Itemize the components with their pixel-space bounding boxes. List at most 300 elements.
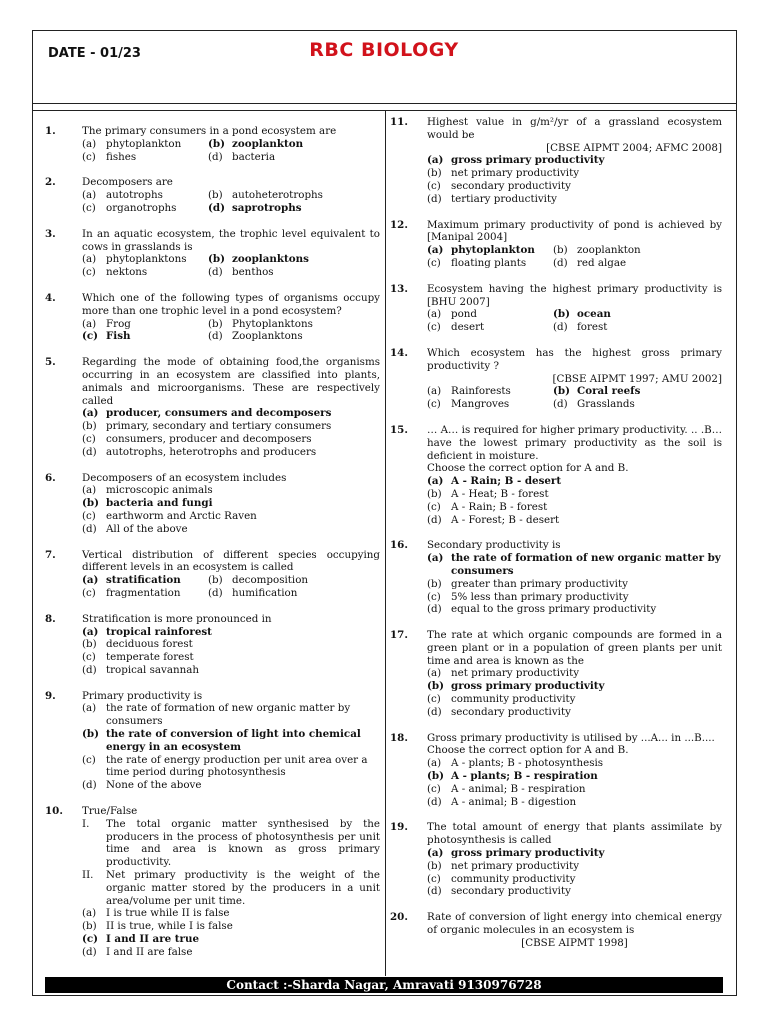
option-text: A - Rain; B - desert <box>451 475 562 488</box>
question-item <box>45 472 380 536</box>
option-label: (d) <box>427 885 442 898</box>
options-group <box>82 407 380 458</box>
answer-option <box>208 587 380 600</box>
options-group <box>427 244 722 270</box>
answer-option-correct <box>427 244 553 257</box>
question-item <box>390 283 722 334</box>
options-group <box>82 318 380 344</box>
answer-option-correct <box>427 552 722 578</box>
option-label: (a) <box>427 667 442 680</box>
question-item <box>45 292 380 343</box>
option-label: (b) <box>208 317 223 330</box>
option-label: (c) <box>82 651 96 664</box>
option-text: gross primary productivity <box>451 680 605 693</box>
option-label: (d) <box>427 513 442 526</box>
exam-source: [CBSE AIPMT 2004; AFMC 2008] <box>546 141 722 154</box>
question-item <box>45 690 380 792</box>
answer-option-correct <box>82 407 380 420</box>
option-text: A - Forest; B - desert <box>451 513 560 526</box>
option-label: (a) <box>427 308 442 321</box>
option-label: (a) <box>427 475 444 488</box>
options-group <box>427 757 722 808</box>
question-number: 8. <box>45 612 56 625</box>
option-label: (c) <box>427 500 441 513</box>
option-text: A - animal; B - respiration <box>451 782 586 795</box>
option-label: (c) <box>82 933 99 946</box>
option-label: (d) <box>427 705 442 718</box>
question-item <box>45 125 380 163</box>
option-label: (a) <box>82 253 97 266</box>
option-label: (b) <box>427 680 444 693</box>
question-number: 1. <box>45 125 56 137</box>
option-label: (b) <box>553 385 570 398</box>
option-text: equal to the gross primary productivity <box>451 603 657 616</box>
question-number: 13. <box>390 282 408 295</box>
answer-option <box>208 318 380 331</box>
option-text: autotrophs <box>106 189 163 202</box>
option-label: (a) <box>82 189 97 202</box>
answer-option <box>427 488 722 501</box>
answer-option <box>208 330 380 343</box>
answer-option <box>427 603 722 616</box>
option-label: (d) <box>82 445 97 458</box>
answer-option <box>427 706 722 719</box>
exam-source: [CBSE AIPMT 1997; AMU 2002] <box>552 372 722 385</box>
option-text: net primary productivity <box>451 667 580 680</box>
option-label: (a) <box>82 137 97 150</box>
options-group <box>427 308 722 334</box>
option-label: (a) <box>82 702 97 715</box>
option-label: (a) <box>82 907 97 920</box>
options-group <box>82 907 380 958</box>
question-number: 18. <box>390 731 408 744</box>
question-item <box>390 219 722 270</box>
option-label: (c) <box>427 398 441 411</box>
question-stem: Regarding the mode of obtaining food,the organisms occurring in an ecosystem are classified into plants, animals and microorganisms. These are respectively called <box>82 356 380 407</box>
option-text: greater than primary productivity <box>451 577 628 590</box>
answer-option-correct <box>427 154 722 167</box>
option-text: I and II are false <box>106 945 193 958</box>
answer-option-correct <box>208 253 380 266</box>
answer-option <box>427 783 722 796</box>
option-label: (a) <box>427 244 444 257</box>
question-item <box>45 176 380 214</box>
answer-option <box>427 514 722 527</box>
answer-option <box>82 266 208 279</box>
option-label: (b) <box>208 137 225 150</box>
option-label: (c) <box>427 256 441 269</box>
question-item <box>390 424 722 526</box>
option-text: II is true, while I is false <box>106 920 233 933</box>
answer-option <box>82 664 380 677</box>
option-text: tropical savannah <box>106 663 200 676</box>
answer-option <box>82 651 380 664</box>
answer-option <box>427 860 722 873</box>
option-text: secondary productivity <box>451 179 571 192</box>
option-label: (d) <box>82 522 97 535</box>
question-instruction: Choose the correct option for A and B. <box>427 462 629 475</box>
option-label: (c) <box>427 782 441 795</box>
option-label: (b) <box>427 487 442 500</box>
answer-option <box>82 189 208 202</box>
answer-option-correct <box>427 475 722 488</box>
option-text: None of the above <box>106 779 202 792</box>
answer-option-correct <box>208 202 380 215</box>
options-group <box>427 847 722 898</box>
option-label: (d) <box>82 779 97 792</box>
answer-option <box>427 873 722 886</box>
question-number: 4. <box>45 291 56 304</box>
answer-option <box>427 796 722 809</box>
option-label: (d) <box>553 256 568 269</box>
statement-text: Net primary productivity is the weight of the organic matter stored by the producers in a unit area/volume per unit time. <box>106 869 380 907</box>
option-text: pond <box>451 308 478 321</box>
options-group <box>82 138 380 164</box>
answer-option-correct <box>427 680 722 693</box>
option-text: net primary productivity <box>451 167 580 180</box>
option-label: (b) <box>82 920 97 933</box>
question-item <box>390 347 722 411</box>
answer-option <box>427 578 722 591</box>
options-group <box>427 475 722 526</box>
option-label: (b) <box>208 253 225 266</box>
question-stem: Which ecosystem has the highest gross primary productivity ? <box>427 346 722 372</box>
column-divider <box>385 110 386 976</box>
option-text: primary, secondary and tertiary consumers <box>106 420 332 433</box>
answer-option-correct <box>82 626 380 639</box>
answer-option <box>82 754 380 780</box>
option-text: ocean <box>577 308 611 321</box>
option-label: (b) <box>82 420 97 433</box>
option-text: A - Rain; B - forest <box>451 500 548 513</box>
option-label: (d) <box>208 201 225 214</box>
option-text: Rainforests <box>451 385 511 398</box>
option-text: Grasslands <box>577 398 635 411</box>
option-label: (a) <box>82 484 97 497</box>
option-label: (c) <box>82 586 96 599</box>
question-stem: In an aquatic ecosystem, the trophic level equivalent to cows in grasslands is <box>82 227 380 253</box>
option-label: (d) <box>208 266 223 279</box>
option-label: (a) <box>82 407 99 420</box>
exam-source: [CBSE AIPMT 1998] <box>521 936 628 949</box>
option-text: phytoplanktons <box>106 253 187 266</box>
options-group <box>82 189 380 215</box>
option-text: A - plants; B - photosynthesis <box>451 757 604 770</box>
answer-option <box>82 523 380 536</box>
option-text: forest <box>577 321 608 334</box>
answer-option <box>82 779 380 792</box>
answer-option <box>82 433 380 446</box>
option-text: deciduous forest <box>106 638 193 651</box>
option-label: (b) <box>82 638 97 651</box>
question-stem: Ecosystem having the highest primary productivity is [BHU 2007] <box>427 282 722 308</box>
option-text: decomposition <box>232 574 309 587</box>
option-label: (c) <box>427 590 441 603</box>
answer-option <box>82 253 208 266</box>
answer-option-correct <box>82 330 208 343</box>
option-text: phytoplankton <box>451 244 535 257</box>
answer-option <box>82 510 380 523</box>
answer-option <box>82 420 380 433</box>
question-number: 3. <box>45 227 56 240</box>
option-text: the rate of energy production per unit area over a time period during photosynthesis <box>106 753 368 779</box>
option-label: (b) <box>427 167 442 180</box>
answer-option <box>427 257 553 270</box>
option-text: I and II are true <box>106 933 200 946</box>
answer-option <box>427 591 722 604</box>
option-text: the rate of conversion of light into chemical energy in an ecosystem <box>106 728 361 753</box>
statement <box>82 818 380 869</box>
question-number: 16. <box>390 539 408 552</box>
question-item <box>390 539 722 616</box>
option-text: the rate of formation of new organic matter by consumers <box>451 552 721 577</box>
answer-option <box>427 385 553 398</box>
option-label: (a) <box>427 154 444 167</box>
option-label: (d) <box>427 795 442 808</box>
option-text: tertiary productivity <box>451 192 557 205</box>
option-label: (d) <box>553 321 568 334</box>
option-label: (b) <box>82 728 99 741</box>
answer-option <box>82 920 380 933</box>
options-group <box>427 385 722 411</box>
answer-option <box>82 202 208 215</box>
question-item <box>390 732 722 809</box>
option-label: (d) <box>553 398 568 411</box>
answer-option <box>208 574 380 587</box>
option-label: (a) <box>427 847 444 860</box>
answer-option <box>427 693 722 706</box>
answer-option <box>553 244 722 257</box>
option-label: (c) <box>427 693 441 706</box>
option-label: (c) <box>82 266 96 279</box>
question-number: 15. <box>390 423 408 436</box>
question-stem: Decomposers are <box>82 176 173 189</box>
question-stem: Vertical distribution of different species occupying different levels in an ecosystem is called <box>82 548 380 574</box>
option-label: (a) <box>82 574 99 587</box>
question-item <box>390 116 722 206</box>
question-item <box>45 356 380 458</box>
option-text: net primary productivity <box>451 859 580 872</box>
question-stem: The primary consumers in a pond ecosystem are <box>82 125 337 137</box>
option-text: bacteria and fungi <box>106 497 213 510</box>
option-text: fragmentation <box>106 586 181 599</box>
option-text: humification <box>232 586 298 599</box>
question-stem: Primary productivity is <box>82 689 203 702</box>
statement-text: The total organic matter synthesised by the producers in the process of photosynthesis per unit time and area is known as gross primary productivity. <box>106 817 380 869</box>
statement <box>82 869 380 907</box>
option-text: Mangroves <box>451 398 510 411</box>
option-text: benthos <box>232 266 274 279</box>
question-number: 20. <box>390 911 408 924</box>
option-text: A - Heat; B - forest <box>451 487 549 500</box>
option-text: Coral reefs <box>577 385 641 398</box>
option-text: autotrophs, heterotrophs and producers <box>106 445 317 458</box>
option-text: A - plants; B - respiration <box>451 770 598 783</box>
answer-option <box>553 398 722 411</box>
option-label: (b) <box>208 189 223 202</box>
page-title: RBC BIOLOGY <box>309 39 459 61</box>
answer-option <box>553 257 722 270</box>
option-label: (d) <box>208 330 223 343</box>
answer-option <box>82 138 208 151</box>
option-text: consumers, producer and decomposers <box>106 432 312 445</box>
question-item <box>45 549 380 600</box>
answer-option <box>427 501 722 514</box>
answer-option <box>82 638 380 651</box>
question-stem: Maximum primary productivity of pond is achieved by [Manipal 2004] <box>427 218 722 244</box>
question-stem: Decomposers of an ecosystem includes <box>82 471 287 484</box>
answer-option <box>208 151 380 164</box>
option-label: (d) <box>82 945 97 958</box>
option-text: zooplankton <box>232 137 304 150</box>
option-text: producer, consumers and decomposers <box>106 407 332 420</box>
options-group <box>427 552 722 616</box>
option-text: zooplanktons <box>232 253 309 266</box>
question-stem: … A… is required for higher primary productivity. .. .B… have the lowest primary productivity as the soil is deficient in moisture. <box>427 423 722 462</box>
option-label: (c) <box>82 150 96 163</box>
option-text: floating plants <box>451 256 527 269</box>
option-text: A - animal; B - digestion <box>451 795 577 808</box>
option-text: secondary productivity <box>451 885 571 898</box>
option-text: bacteria <box>232 150 276 163</box>
question-item <box>390 821 722 898</box>
options-group <box>427 667 722 718</box>
answer-option-correct <box>427 770 722 783</box>
answer-option <box>427 193 722 206</box>
option-text: secondary productivity <box>451 705 571 718</box>
option-text: gross primary productivity <box>451 154 605 167</box>
question-stem: The total amount of energy that plants assimilate by photosynthesis is called <box>427 821 722 847</box>
contact-footer: Contact :-Sharda Nagar, Amravati 9130976728 <box>45 977 723 993</box>
option-label: (c) <box>82 753 96 766</box>
option-text: zooplankton <box>577 244 641 257</box>
question-item <box>390 911 722 949</box>
options-group <box>82 702 380 792</box>
question-number: 17. <box>390 629 408 642</box>
option-label: (c) <box>427 179 441 192</box>
option-label: (d) <box>208 150 223 163</box>
option-text: 5% less than primary productivity <box>451 590 629 603</box>
question-number: 14. <box>390 346 408 359</box>
option-text: All of the above <box>106 522 188 535</box>
answer-option-correct <box>553 385 722 398</box>
question-instruction: Choose the correct option for A and B. <box>427 744 629 757</box>
question-stem: Stratification is more pronounced in <box>82 612 272 625</box>
answer-option <box>427 757 722 770</box>
option-text: the rate of formation of new organic matter by consumers <box>106 702 351 728</box>
options-group <box>427 154 722 205</box>
question-stem: Secondary productivity is <box>427 539 561 552</box>
question-number: 7. <box>45 548 56 561</box>
option-label: (b) <box>82 497 99 510</box>
answer-option <box>82 702 380 728</box>
options-group <box>82 484 380 535</box>
question-number: 19. <box>390 821 408 834</box>
question-number: 9. <box>45 689 56 702</box>
option-label: (c) <box>427 321 441 334</box>
question-stem: Which one of the following types of organisms occupy more than one trophic level in a pond ecosystem? <box>82 291 380 317</box>
option-label: (a) <box>82 625 99 638</box>
answer-option <box>427 667 722 680</box>
answer-option <box>427 308 553 321</box>
answer-option-correct <box>208 138 380 151</box>
question-number: 12. <box>390 218 408 231</box>
option-text: earthworm and Arctic Raven <box>106 509 257 522</box>
option-label: (d) <box>82 663 97 676</box>
answer-option <box>427 321 553 334</box>
header-divider <box>32 103 737 104</box>
option-text: Phytoplanktons <box>232 317 313 330</box>
answer-option <box>427 180 722 193</box>
answer-option <box>427 398 553 411</box>
option-text: nektons <box>106 266 148 279</box>
answer-option <box>82 151 208 164</box>
option-label: (c) <box>82 201 96 214</box>
option-text: Fish <box>106 330 131 343</box>
option-label: (d) <box>427 603 442 616</box>
option-label: (c) <box>427 872 441 885</box>
question-stem: Gross primary productivity is utilised by ...A... in ...B.... <box>427 731 715 744</box>
option-text: red algae <box>577 256 627 269</box>
answer-option-correct <box>553 308 722 321</box>
option-label: (c) <box>82 330 99 343</box>
option-label: (a) <box>427 757 442 770</box>
right-column <box>390 116 722 963</box>
option-text: tropical rainforest <box>106 625 212 638</box>
question-stem: The rate at which organic compounds are formed in a green plant or in a population of green plants per unit time and area is known as the <box>427 629 722 667</box>
question-stem: True/False <box>82 805 138 818</box>
question-number: 10. <box>45 805 63 818</box>
option-text: phytoplankton <box>106 137 182 150</box>
option-text: I is true while II is false <box>106 907 230 920</box>
option-text: gross primary productivity <box>451 847 605 860</box>
answer-option <box>427 167 722 180</box>
answer-option-correct <box>82 574 208 587</box>
option-text: Frog <box>106 317 131 330</box>
answer-option <box>82 946 380 959</box>
date-label: DATE - 01/23 <box>48 46 141 61</box>
option-text: Zooplanktons <box>232 330 303 343</box>
question-stem: Highest value in g/m²/yr of a grassland ecosystem would be <box>427 116 722 141</box>
option-text: stratification <box>106 574 181 587</box>
options-group <box>82 574 380 600</box>
option-text: organotrophs <box>106 201 177 214</box>
option-label: (b) <box>553 244 568 257</box>
option-label: (b) <box>553 308 570 321</box>
answer-option-correct <box>427 847 722 860</box>
left-column <box>45 125 380 972</box>
options-group <box>82 626 380 677</box>
option-text: saprotrophs <box>232 201 302 214</box>
answer-option <box>82 907 380 920</box>
answer-option <box>427 885 722 898</box>
option-label: (b) <box>208 574 223 587</box>
answer-option-correct <box>82 728 380 754</box>
option-label: (a) <box>427 385 442 398</box>
answer-option-correct <box>82 497 380 510</box>
option-text: community productivity <box>451 872 576 885</box>
question-item <box>45 228 380 279</box>
answer-option <box>208 266 380 279</box>
question-item <box>390 629 722 719</box>
option-label: (a) <box>427 552 444 565</box>
option-label: (c) <box>82 432 96 445</box>
statement-label: II. <box>82 869 94 882</box>
option-text: autoheterotrophs <box>232 189 323 202</box>
option-label: (d) <box>208 586 223 599</box>
question-number: 6. <box>45 471 56 484</box>
option-label: (a) <box>82 317 97 330</box>
